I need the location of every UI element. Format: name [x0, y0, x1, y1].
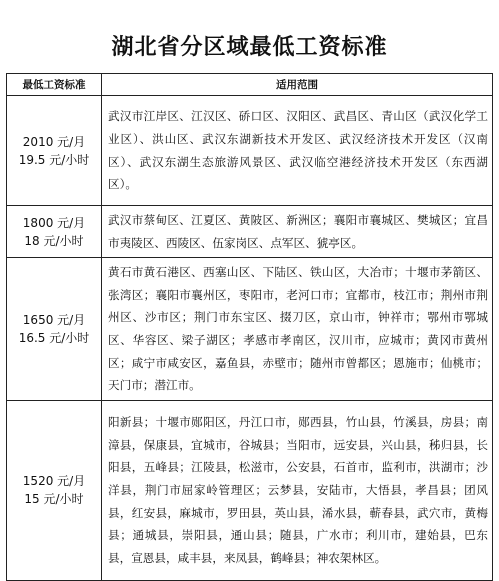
wage-cell: [7, 400, 102, 580]
monthly-wage: 2010 元/月: [22, 134, 86, 149]
hourly-wage: 15 元/小时: [24, 492, 84, 507]
wage-cell: [7, 258, 102, 401]
monthly-wage: 1800 元/月: [22, 215, 86, 230]
page-title: 湖北省分区域最低工资标准: [111, 35, 388, 60]
areas-cell: 阳新县；十堰市郧阳区，丹江口市，郧西县，竹山县，竹溪县，房县；南漳县，保康县，宜城市，谷城县；当阳市，远安县，兴山县，秭归县，长阳县，五峰县；江陵县，松滋市，公安县，石首市，监利市，洪湖市；沙洋县，荆门市屈家岭管理区；云梦县，安陆市，大悟县，孝昌县；团风县，红安县，麻城市，罗田县，英山县，浠水县，蕲春县，武穴市，黄梅县；通城县，崇阳县，通山县；随县，广水市；利川市，建始县，巴东县，宣恩县，咸丰县，来凤县，鹤峰县；神农架林区。: [102, 400, 493, 580]
areas-cell: 黄石市黄石港区、西塞山区、下陆区、铁山区，大冶市；十堰市茅箭区、张湾区；襄阳市襄州区，枣阳市，老河口市；宜都市，枝江市；荆州市荆州区、沙市区；荆门市东宝区、掇刀区，京山市，钟祥市；鄂州市鄂城区、华容区、梁子湖区；孝感市孝南区，汉川市，应城市；黄冈市黄州区；咸宁市咸安区，嘉鱼县，赤壁市；随州市曾都区；恩施市；仙桃市；天门市；潜江市。: [102, 258, 493, 401]
wage-cell: [7, 96, 102, 206]
areas-cell: 武汉市江岸区、江汉区、硚口区、汉阳区、武昌区、青山区（武汉化学工业区）、洪山区、武汉东湖新技术开发区、武汉经济技术开发区（汉南区）、武汉东湖生态旅游风景区、武汉临空港经济技术开发区（东西湖区）。: [102, 96, 493, 206]
wage-cell: [7, 206, 102, 258]
table-row: [7, 400, 493, 580]
table-header-row: [7, 74, 493, 96]
table-row: [7, 258, 493, 401]
table-row: [7, 206, 493, 258]
hourly-wage: 18 元/小时: [24, 233, 84, 248]
areas-cell: 武汉市蔡甸区、江夏区、黄陂区、新洲区；襄阳市襄城区、樊城区；宜昌市夷陵区、西陵区、伍家岗区、点军区、猇亭区。: [102, 206, 493, 258]
table-row: [7, 96, 493, 206]
hourly-wage: 19.5 元/小时: [18, 152, 90, 167]
hourly-wage: 16.5 元/小时: [18, 330, 90, 345]
monthly-wage: 1520 元/月: [22, 474, 86, 489]
header-scope: 适用范围: [102, 74, 493, 96]
header-wage-standard: 最低工资标准: [7, 74, 102, 96]
monthly-wage: 1650 元/月: [22, 312, 86, 327]
wage-table: [6, 73, 493, 581]
